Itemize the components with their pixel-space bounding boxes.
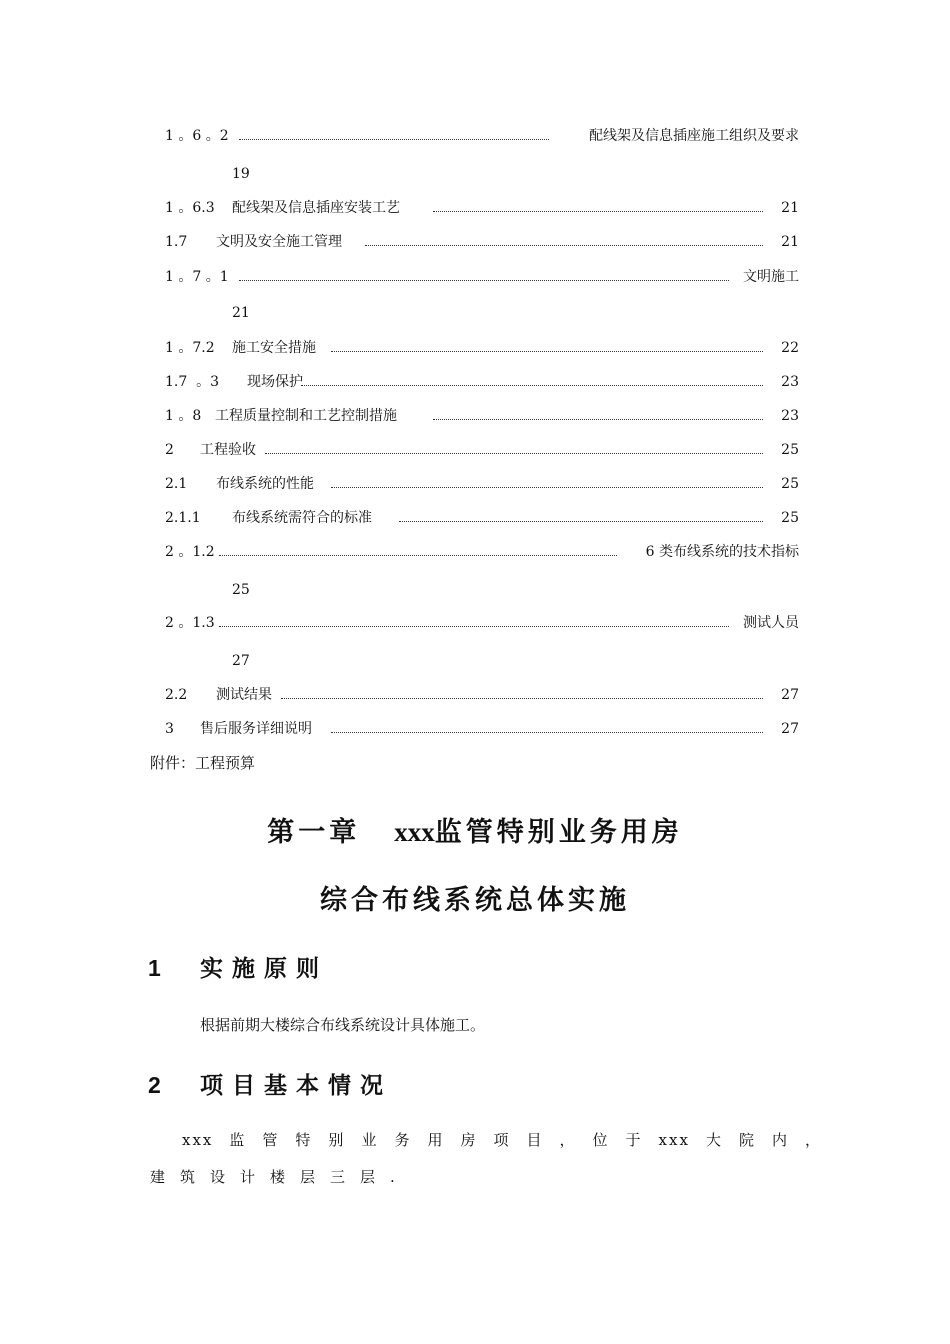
toc-entry-number: 2.2 bbox=[165, 687, 188, 703]
toc-entry-page: 27 bbox=[781, 687, 799, 703]
toc-entry-title: 布线系统需符合的标准 bbox=[232, 510, 372, 526]
toc-entry[interactable] bbox=[165, 438, 799, 462]
toc-entry[interactable] bbox=[165, 540, 799, 564]
toc-entry-title: 配线架及信息插座施工组织及要求 bbox=[589, 128, 799, 144]
section-body: 根据前期大楼综合布线系统设计具体施工。 bbox=[200, 1016, 486, 1034]
toc-entry-page: 25 bbox=[781, 510, 799, 526]
toc-entry-title: 工程质量控制和工艺控制措施 bbox=[215, 408, 397, 424]
toc-entry-page: 21 bbox=[781, 234, 799, 250]
toc-entry-title: 施工安全措施 bbox=[232, 340, 316, 356]
toc-entry-number: 2.1.1 bbox=[165, 510, 201, 526]
chapter-subtitle: 综合布线系统总体实施 bbox=[320, 885, 630, 916]
toc-entry[interactable] bbox=[165, 683, 799, 707]
toc-leader bbox=[331, 732, 763, 733]
toc-entry-number: 1.7 。3 bbox=[165, 374, 220, 390]
toc-entry-page: 23 bbox=[781, 374, 799, 390]
toc-leader bbox=[331, 351, 763, 352]
toc-entry[interactable] bbox=[165, 717, 799, 741]
toc-leader bbox=[281, 698, 763, 699]
section-heading bbox=[148, 950, 328, 983]
toc-entry-title: 售后服务详细说明 bbox=[200, 721, 312, 737]
toc-entry-title: 现场保护 bbox=[247, 374, 303, 390]
toc-entry-number: 1 。6.3 bbox=[165, 200, 215, 216]
toc-entry-page: 25 bbox=[781, 476, 799, 492]
toc-leader bbox=[219, 555, 617, 556]
toc-entry[interactable] bbox=[165, 611, 799, 635]
section-title: 项目基本情况 bbox=[200, 1072, 392, 1098]
toc-entry-page: 21 bbox=[781, 200, 799, 216]
toc-entry-number: 2.1 bbox=[165, 476, 188, 492]
toc-entry[interactable] bbox=[165, 336, 799, 360]
toc-entry[interactable] bbox=[165, 370, 799, 394]
toc-entry-page: 19 bbox=[232, 166, 250, 182]
toc-leader bbox=[365, 245, 763, 246]
section-number: 1 bbox=[148, 955, 170, 981]
toc-entry-number: 1 。8 bbox=[165, 408, 202, 424]
section-body-line: xxx监管特别业务用房项目，位于xxx大院内， bbox=[182, 1131, 822, 1149]
toc-entry-number: 2 。1.2 bbox=[165, 544, 215, 560]
toc-entry[interactable] bbox=[165, 506, 799, 530]
chapter-title-rest: 监管特别业务用房 bbox=[434, 817, 683, 848]
toc-entry-page: 21 bbox=[232, 305, 250, 321]
toc-entry-title: 工程验收 bbox=[200, 442, 256, 458]
toc-entry[interactable] bbox=[165, 196, 799, 220]
toc-leader bbox=[331, 487, 763, 488]
toc-entry-number: 2 bbox=[165, 442, 174, 458]
toc-leader bbox=[433, 211, 763, 212]
section-number: 2 bbox=[148, 1072, 170, 1098]
toc-entry[interactable] bbox=[165, 265, 799, 289]
toc-entry-number: 1.7 bbox=[165, 234, 188, 250]
toc-entry-number: 1 。7.2 bbox=[165, 340, 215, 356]
toc-entry-page: 22 bbox=[781, 340, 799, 356]
toc-leader bbox=[239, 139, 549, 140]
toc-entry-title: 布线系统的性能 bbox=[216, 476, 314, 492]
appendix-line: 附件：工程预算 bbox=[150, 754, 256, 772]
section-heading bbox=[148, 1067, 392, 1100]
toc-leader bbox=[239, 280, 729, 281]
toc-leader bbox=[301, 385, 763, 386]
toc-entry-title: 6 类布线系统的技术指标 bbox=[645, 544, 799, 560]
toc-entry-page: 25 bbox=[781, 442, 799, 458]
toc-entry[interactable] bbox=[165, 472, 799, 496]
toc-leader bbox=[265, 453, 763, 454]
toc-entry[interactable] bbox=[165, 230, 799, 254]
chapter-title-latin: xxx bbox=[394, 817, 435, 847]
toc-entry-title: 配线架及信息插座安装工艺 bbox=[232, 200, 400, 216]
toc-entry-page: 25 bbox=[232, 582, 250, 598]
chapter-label: 第一章 bbox=[267, 817, 361, 848]
toc-entry-number: 2 。1.3 bbox=[165, 615, 215, 631]
toc-leader bbox=[433, 419, 763, 420]
toc-entry-title: 文明施工 bbox=[743, 269, 799, 285]
toc-entry[interactable] bbox=[165, 124, 799, 148]
toc-entry-number: 3 bbox=[165, 721, 174, 737]
toc-leader bbox=[219, 626, 729, 627]
toc-entry-title: 文明及安全施工管理 bbox=[216, 234, 342, 250]
toc-entry-number: 1 。6 。2 bbox=[165, 128, 229, 144]
toc-entry-page: 27 bbox=[232, 653, 250, 669]
chapter-title bbox=[0, 810, 950, 849]
toc-entry-page: 23 bbox=[781, 408, 799, 424]
toc-leader bbox=[399, 521, 763, 522]
toc-entry-title: 测试人员 bbox=[743, 615, 799, 631]
toc-entry-page: 27 bbox=[781, 721, 799, 737]
section-body-line: 建筑设计楼层三层. bbox=[150, 1168, 410, 1186]
toc-entry-number: 1 。7 。1 bbox=[165, 269, 229, 285]
toc-entry[interactable] bbox=[165, 404, 799, 428]
section-title: 实施原则 bbox=[200, 955, 328, 981]
toc-entry-title: 测试结果 bbox=[216, 687, 272, 703]
